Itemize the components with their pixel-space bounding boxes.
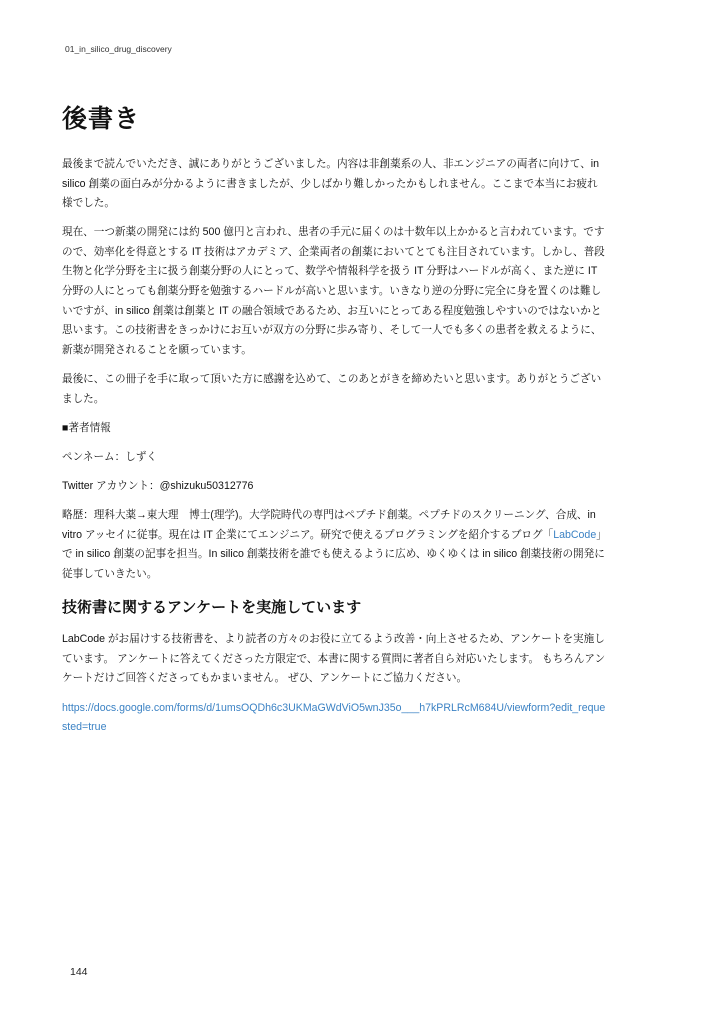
- author-pen-name: ペンネーム：しずく: [62, 450, 158, 463]
- author-bio: [62, 506, 607, 584]
- paragraph-background: 現在、一つ新薬の開発には約 500 億円と言われ、患者の手元に届くのは十数年以上かかると言われています。ですので、効率化を得意とする IT 技術はアカデミア、企業両者の創薬においてとても注目されています。しかし、普段生物と化学分野を主に扱う創薬分野の人にとって、数学や情報科学を扱う IT 分野はハードルが高く、また逆に IT 分野の人にとっても創薬分野を勉強するハードルが高いと思います。いきなり逆の分野に完全に身を置くのは難しいですが、in silico 創薬は創薬と IT の融合領域であるため、お互いにとってある程度勉強しやすいのではないかと思います。この技術書をきっかけにお互いが双方の分野に歩み寄り、そして一人でも多くの患者を救えるように、新薬が開発されることを願っています。: [62, 226, 605, 356]
- chapter-label: 01_in_silico_drug_discovery: [65, 44, 172, 54]
- author-twitter: Twitter アカウント：@shizuku50312776: [62, 479, 254, 492]
- labcode-link[interactable]: LabCode: [553, 528, 597, 541]
- author-heading: ■著者情報: [62, 421, 111, 434]
- main-content: [62, 101, 607, 747]
- bio-text-before: 略歴：理科大薬→東大理 博士(理学)。大学院時代の専門はペプチド創薬。ペプチドのスクリーニング、合成、in vitro アッセイに従事。現在は IT 企業にてエンジニア。研究で使えるプログラミングを紹介するブログ「: [62, 508, 596, 541]
- page-title: 後書き: [62, 105, 141, 133]
- survey-body: LabCode がお届けする技術書を、より読者の方々のお役に立てるよう改善・向上させるため、アンケートを実施しています。 アンケートに答えてくださった方限定で、本書に関する質問に著者自ら対応いたします。 もちろんアンケートだけご回答くださってもかまいません。 ぜひ、アンケートにご協力ください。: [62, 633, 606, 685]
- survey-heading: 技術書に関するアンケートを実施しています: [62, 599, 362, 617]
- paragraph-thanks: 最後まで読んでいただき、誠にありがとうございました。内容は非創薬系の人、非エンジニアの両者に向けて、in silico 創薬の面白みが分かるように書きましたが、少しばかり難しかったかもしれません。ここまで本当にお疲れ様でした。: [62, 158, 600, 210]
- bio-text-after: 」で in silico 創薬の記事を担当。In silico 創薬技術を誰でも使えるように広め、ゆくゆくは in silico 創薬技術の開発に従事していきたい。: [62, 528, 607, 580]
- survey-url-link[interactable]: https://docs.google.com/forms/d/1umsOQDh6c3UKMaGWdViO5wnJ35o___h7kPRLRcM684U/viewform?edit_requested=true: [62, 701, 606, 734]
- paragraph-closing: 最後に、この冊子を手に取って頂いた方に感謝を込めて、このあとがきを締めたいと思います。ありがとうございました。: [62, 372, 602, 405]
- page-number: 144: [70, 966, 88, 978]
